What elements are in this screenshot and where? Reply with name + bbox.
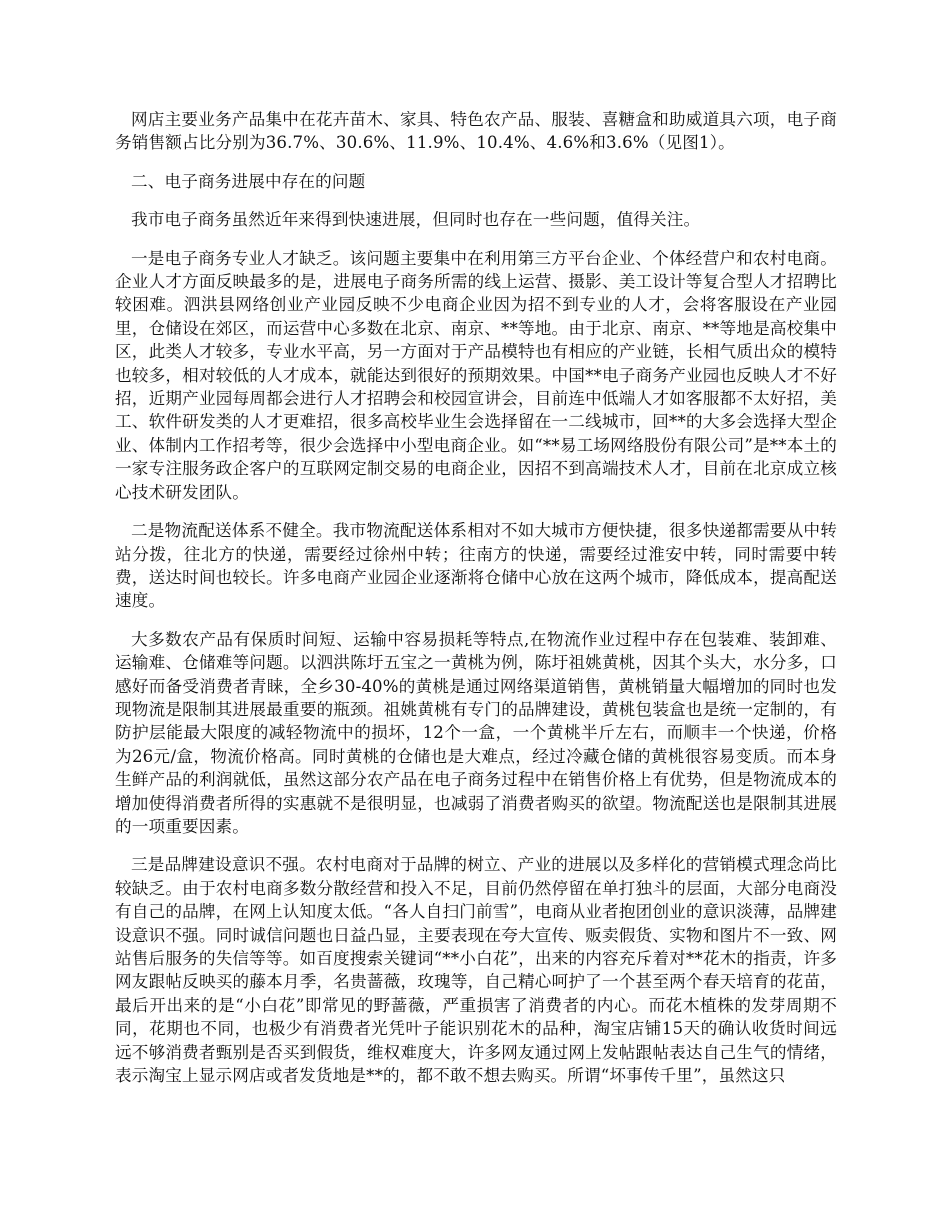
- section-heading-problems: 二、电子商务进展中存在的问题: [131, 171, 366, 191]
- paragraph-product-share: 网店主要业务产品集中在花卉苗木、家具、特色农产品、服装、喜糖盒和助威道具六项，电子商务销售额占比分别为36.7%、30.6%、11.9%、10.4%、4.6%和3.6%（见图1）。: [115, 110, 837, 153]
- paragraph-agri-logistics: 大多数农产品有保质时间短、运输中容易损耗等特点,在物流作业过程中存在包装难、装卸难、运输难、仓储难等问题。以泗洪陈圩五宝之一黄桃为例，陈圩祖姚黄桃，因其个头大，水分多，口感好而备受消费者青睐，全乡30-40%的黄桃是通过网络渠道销售，黄桃销量大幅增加的同时也发现物流是限制其进展最重要的瓶颈。祖姚黄桃有专门的品牌建设，黄桃包装盒也是统一定制的，有防护层能最大限度的减轻物流中的损坏，12个一盒，一个黄桃半斤左右，而顺丰一个快递，价格为26元/盒，物流价格高。同时黄桃的仓储也是大难点，经过冷藏仓储的黄桃很容易变质。而本身生鲜产品的利润就低，虽然这部分农产品在电子商务过程中在销售价格上有优势，但是物流成本的增加使得消费者所得的实惠就不是很明显，也减弱了消费者购买的欲望。物流配送也是限制其进展的一项重要因素。: [115, 629, 837, 836]
- paragraph-brand-awareness: 三是品牌建设意识不强。农村电商对于品牌的树立、产业的进展以及多样化的营销模式理念尚比较缺乏。由于农村电商多数分散经营和投入不足，目前仍然停留在单打独斗的层面，大部分电商没有自己的品牌，在网上认知度太低。“各人自扫门前雪”，电商从业者抱团创业的意识淡薄，品牌建设意识不强。同时诚信问题也日益凸显，主要表现在夸大宣传、贩卖假货、实物和图片不一致、网站售后服务的失信等等。如百度搜索关键词“**小白花”，出来的内容充斥着对**花木的指责，许多网友跟帖反映买的藤本月季，名贵蔷薇，玫瑰等，自己精心呵护了一个甚至两个春天培育的花苗，最后开出来的是“小白花”即常见的野蔷薇，严重损害了消费者的内心。而花木植株的发芽周期不同，花期也不同，也极少有消费者光凭叶子能识别花木的品种，淘宝店铺15天的确认收货时间远远不够消费者甄别是否买到假货，维权难度大，许多网友通过网上发帖跟帖表达自己生气的情绪，表示淘宝上显示网店或者发货地是**的，都不敢不想去购买。所谓“坏事传千里”，虽然这只: [115, 855, 837, 1086]
- paragraph-logistics: 二是物流配送体系不健全。我市物流配送体系相对不如大城市方便快捷，很多快递都需要从中转站分拨，往北方的快递，需要经过徐州中转；往南方的快递，需要经过淮安中转，同时需要中转费，送达时间也较长。许多电商产业园企业逐渐将仓储中心放在这两个城市，降低成本，提高配送速度。: [115, 521, 837, 611]
- document-page: [115, 108, 837, 1102]
- paragraph-intro: 我市电子商务虽然近年来得到快速进展，但同时也存在一些问题，值得关注。: [131, 210, 701, 230]
- paragraph-talent-shortage: 一是电子商务专业人才缺乏。该问题主要集中在利用第三方平台企业、个体经营户和农村电商。企业人才方面反映最多的是，进展电子商务所需的线上运营、摄影、美工设计等复合型人才招聘比较困难。泗洪县网络创业产业园反映不少电商企业因为招不到专业的人才，会将客服设在产业园里，仓储设在郊区，而运营中心多数在北京、南京、**等地。由于北京、南京、**等地是高校集中区，此类人才较多，专业水平高，另一方面对于产品模特也有相应的产业链，长相气质出众的模特也较多，相对较低的人才成本，就能达到很好的预期效果。中国**电子商务产业园也反映人才不好招，近期产业园每周都会进行人才招聘会和校园宣讲会，目前连中低端人才如客服都不太好招，美工、软件研发类的人才更难招，很多高校毕业生会选择留在一二线城市，回**的大多会选择大型企业、体制内工作招考等，很少会选择中小型电商企业。如“**易工场网络股份有限公司”是**本土的一家专注服务政企客户的互联网定制交易的电商企业，因招不到高端技术人才，目前在北京成立核心技术研发团队。: [115, 248, 837, 502]
